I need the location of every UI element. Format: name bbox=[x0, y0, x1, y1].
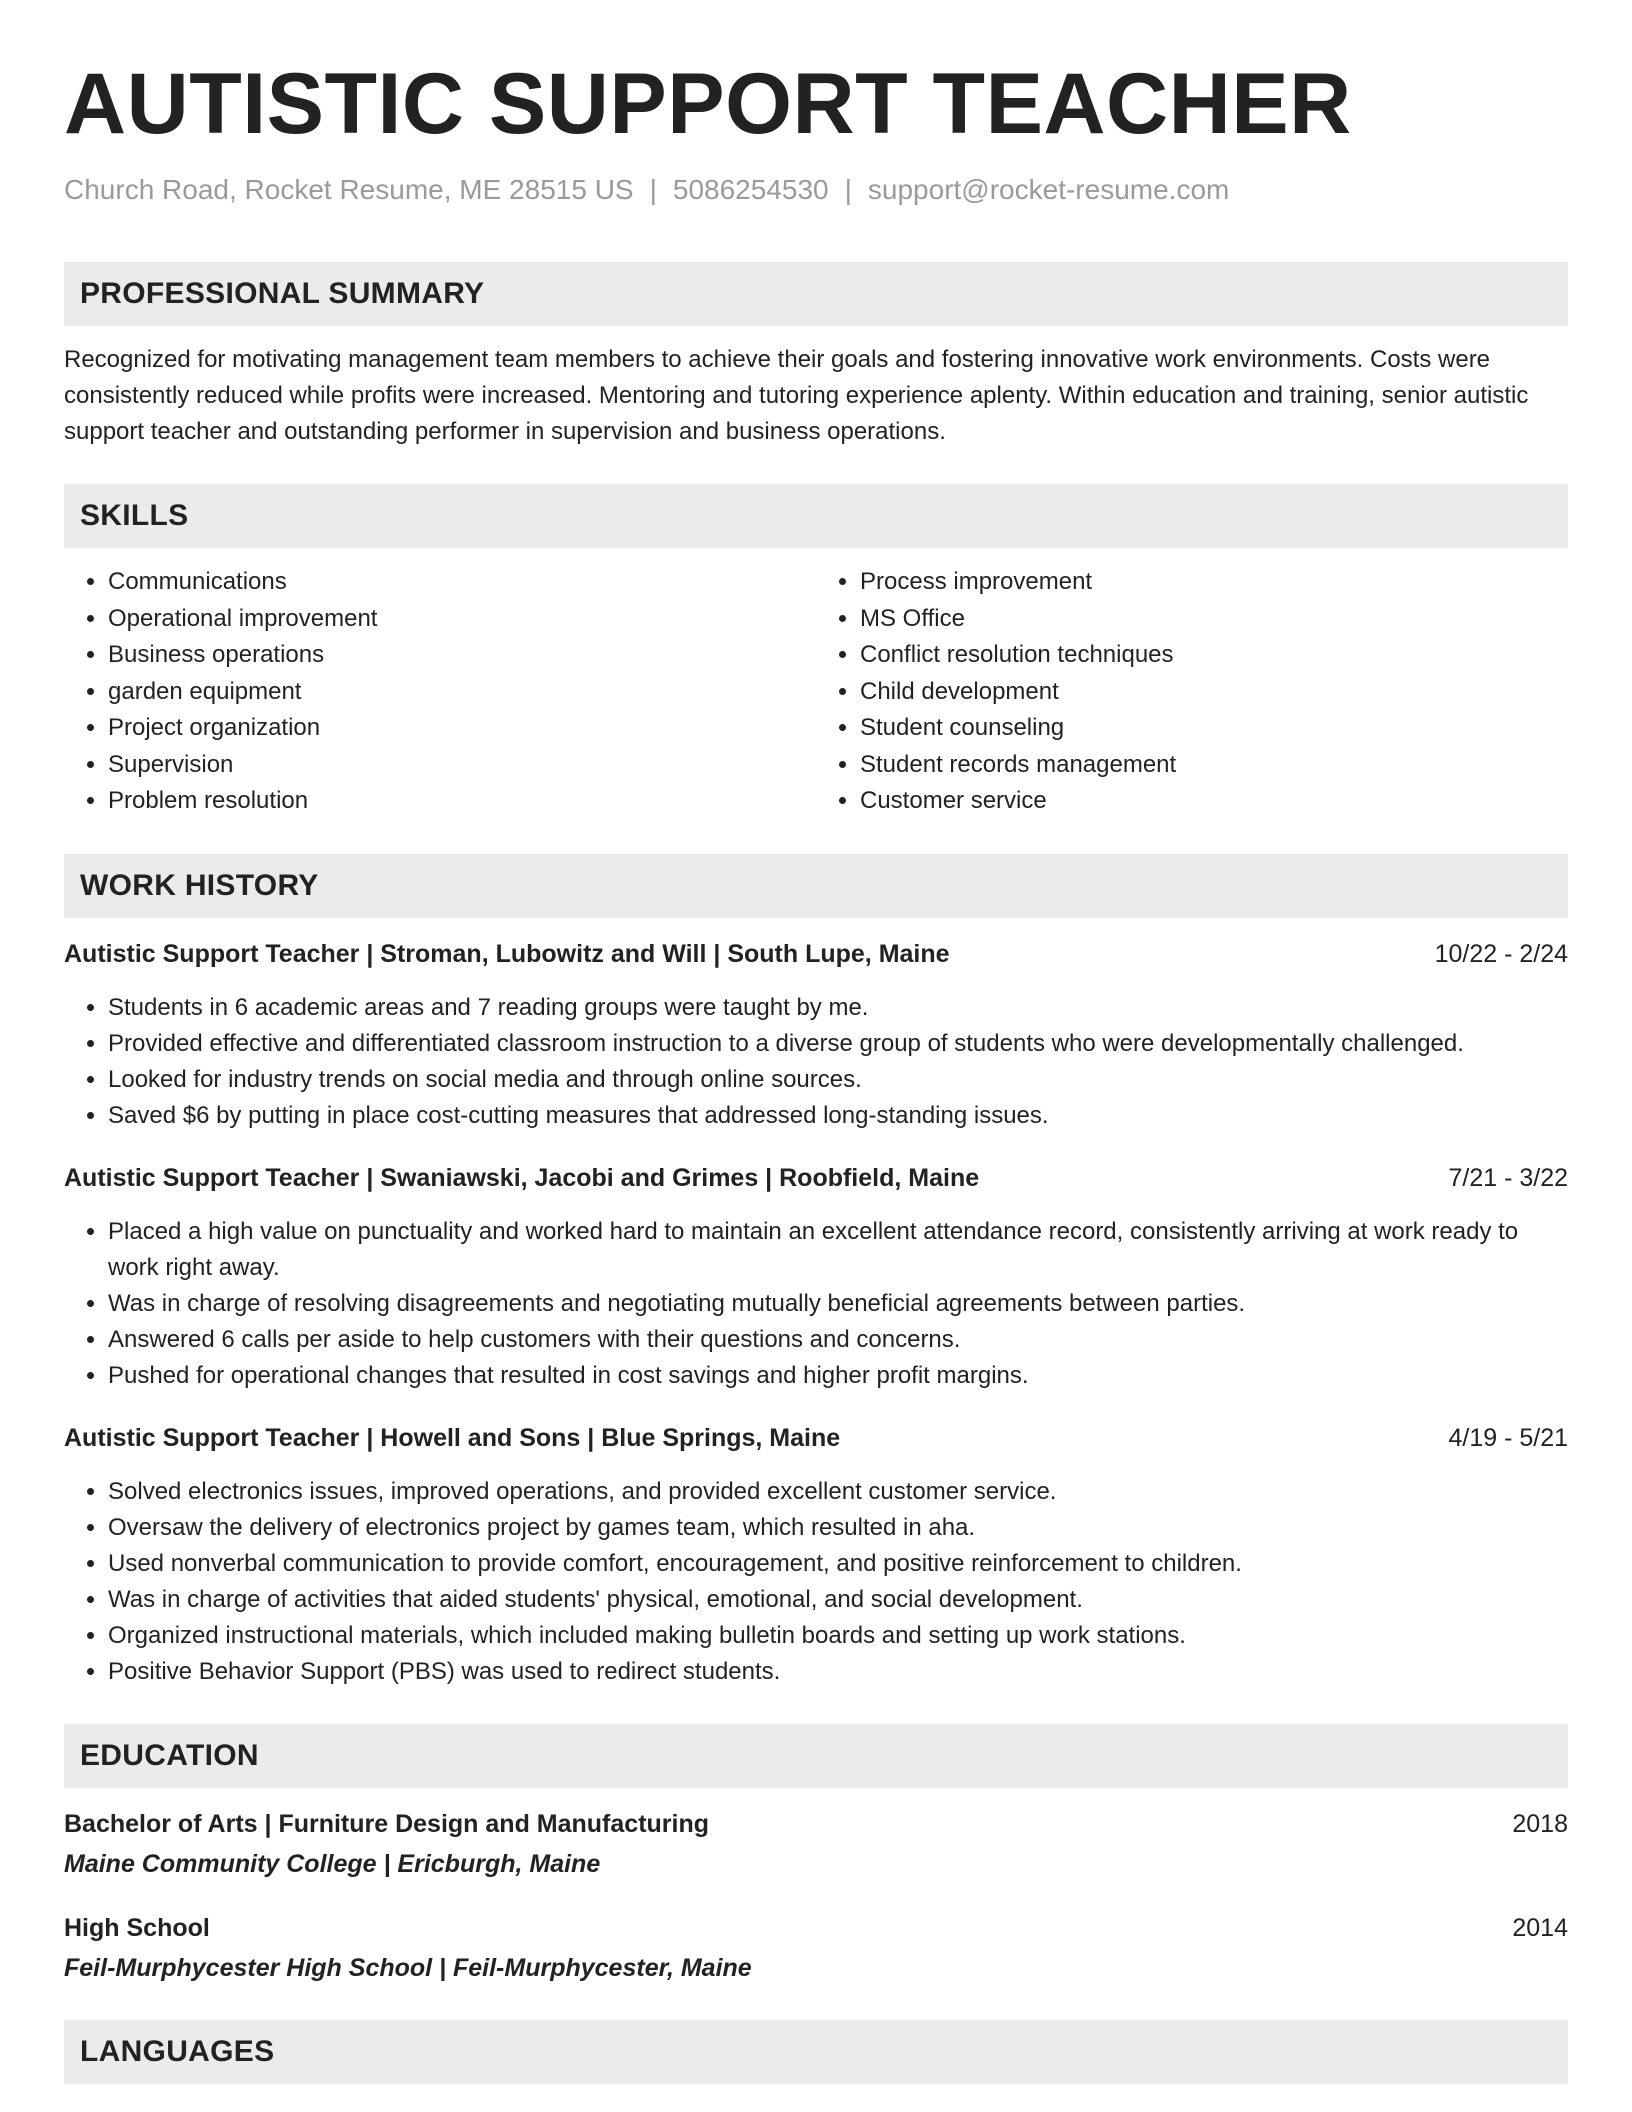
job-bullets bbox=[64, 990, 1568, 1134]
skill-item: • Student counseling bbox=[860, 710, 1568, 747]
skill-item: • Process improvement bbox=[860, 564, 1568, 601]
section-header-education: EDUCATION bbox=[64, 1724, 1568, 1788]
contact-phone: 5086254530 bbox=[672, 174, 829, 205]
skills-column-left bbox=[64, 564, 816, 820]
job-bullets bbox=[64, 1214, 1568, 1394]
job-bullet: • Was in charge of activities that aided students' physical, emotional, and social development. bbox=[108, 1582, 1568, 1618]
skills-list bbox=[64, 564, 1568, 820]
contact-address: Church Road, Rocket Resume, ME 28515 US bbox=[64, 174, 634, 205]
job-bullet: • Placed a high value on punctuality and worked hard to maintain an excellent attendance record, consistently arriving at work ready to work right away. bbox=[108, 1214, 1568, 1286]
education-degree: High School bbox=[64, 1913, 210, 1942]
contact-email: support@rocket-resume.com bbox=[867, 174, 1230, 205]
skill-item: • Customer service bbox=[860, 783, 1568, 820]
contact-line bbox=[64, 172, 1568, 208]
skills-column-right bbox=[816, 564, 1568, 820]
education-entry bbox=[64, 1806, 1568, 1882]
job-header bbox=[64, 1160, 1568, 1196]
education-degree: Bachelor of Arts | Furniture Design and Manufacturing bbox=[64, 1809, 710, 1838]
job-bullet: • Positive Behavior Support (PBS) was used to redirect students. bbox=[108, 1654, 1568, 1690]
education-year: 2014 bbox=[1512, 1913, 1568, 1942]
job-entry bbox=[64, 936, 1568, 1134]
job-bullets bbox=[64, 1474, 1568, 1690]
skill-item: • Problem resolution bbox=[108, 783, 816, 820]
education-header bbox=[64, 1910, 1568, 1946]
section-header-languages: LANGUAGES bbox=[64, 2020, 1568, 2084]
job-title: Autistic Support Teacher | Howell and Sons | Blue Springs, Maine bbox=[64, 1423, 841, 1452]
job-bullet: • Students in 6 academic areas and 7 reading groups were taught by me. bbox=[108, 990, 1568, 1026]
summary-text: Recognized for motivating management team members to achieve their goals and fostering innovative work environments. Costs were consistently reduced while profits were increased. Mentoring and tutoring experience aplenty. Within education and training, senior autistic support teacher and outstanding performer in supervision and business operations. bbox=[64, 346, 1529, 445]
job-bullet: • Saved $6 by putting in place cost-cutting measures that addressed long-standing issues. bbox=[108, 1098, 1568, 1134]
job-dates: 7/21 - 3/22 bbox=[1448, 1163, 1568, 1192]
job-bullet: • Used nonverbal communication to provide comfort, encouragement, and positive reinforcement to children. bbox=[108, 1546, 1568, 1582]
skill-item: • Communications bbox=[108, 564, 816, 601]
skill-item: • Conflict resolution techniques bbox=[860, 637, 1568, 674]
job-title: Autistic Support Teacher | Swaniawski, Jacobi and Grimes | Roobfield, Maine bbox=[64, 1163, 980, 1192]
skill-item: • Operational improvement bbox=[108, 601, 816, 638]
contact-separator: | bbox=[844, 174, 852, 205]
skill-item: • Child development bbox=[860, 674, 1568, 711]
job-dates: 4/19 - 5/21 bbox=[1448, 1423, 1568, 1452]
skill-item: • Business operations bbox=[108, 637, 816, 674]
job-entry bbox=[64, 1160, 1568, 1394]
job-bullet: • Organized instructional materials, which included making bulletin boards and setting up work stations. bbox=[108, 1618, 1568, 1654]
section-header-work-history: WORK HISTORY bbox=[64, 854, 1568, 918]
job-bullet: • Pushed for operational changes that resulted in cost savings and higher profit margins. bbox=[108, 1358, 1568, 1394]
job-header bbox=[64, 936, 1568, 972]
job-bullet: • Looked for industry trends on social media and through online sources. bbox=[108, 1062, 1568, 1098]
skill-item: • MS Office bbox=[860, 601, 1568, 638]
skill-item: • garden equipment bbox=[108, 674, 816, 711]
job-bullet: • Oversaw the delivery of electronics project by games team, which resulted in aha. bbox=[108, 1510, 1568, 1546]
education-year: 2018 bbox=[1512, 1809, 1568, 1838]
resume-name: AUTISTIC SUPPORT TEACHER bbox=[64, 56, 1352, 152]
education-entry bbox=[64, 1910, 1568, 1986]
job-dates: 10/22 - 2/24 bbox=[1434, 939, 1568, 968]
job-bullet: • Was in charge of resolving disagreements and negotiating mutually beneficial agreements between parties. bbox=[108, 1286, 1568, 1322]
job-header bbox=[64, 1420, 1568, 1456]
skill-item: • Student records management bbox=[860, 747, 1568, 784]
job-title: Autistic Support Teacher | Stroman, Lubowitz and Will | South Lupe, Maine bbox=[64, 939, 950, 968]
job-bullet: • Provided effective and differentiated classroom instruction to a diverse group of students who were developmentally challenged. bbox=[108, 1026, 1568, 1062]
skill-item: • Project organization bbox=[108, 710, 816, 747]
job-bullet: • Solved electronics issues, improved operations, and provided excellent customer service. bbox=[108, 1474, 1568, 1510]
section-header-skills: SKILLS bbox=[64, 484, 1568, 548]
education-school: Feil-Murphycester High School | Feil-Murphycester, Maine bbox=[64, 1953, 752, 1982]
job-entry bbox=[64, 1420, 1568, 1690]
education-header bbox=[64, 1806, 1568, 1842]
section-header-summary: PROFESSIONAL SUMMARY bbox=[64, 262, 1568, 326]
job-bullet: • Answered 6 calls per aside to help customers with their questions and concerns. bbox=[108, 1322, 1568, 1358]
skill-item: • Supervision bbox=[108, 747, 816, 784]
education-school: Maine Community College | Ericburgh, Maine bbox=[64, 1849, 601, 1878]
contact-separator: | bbox=[649, 174, 657, 205]
